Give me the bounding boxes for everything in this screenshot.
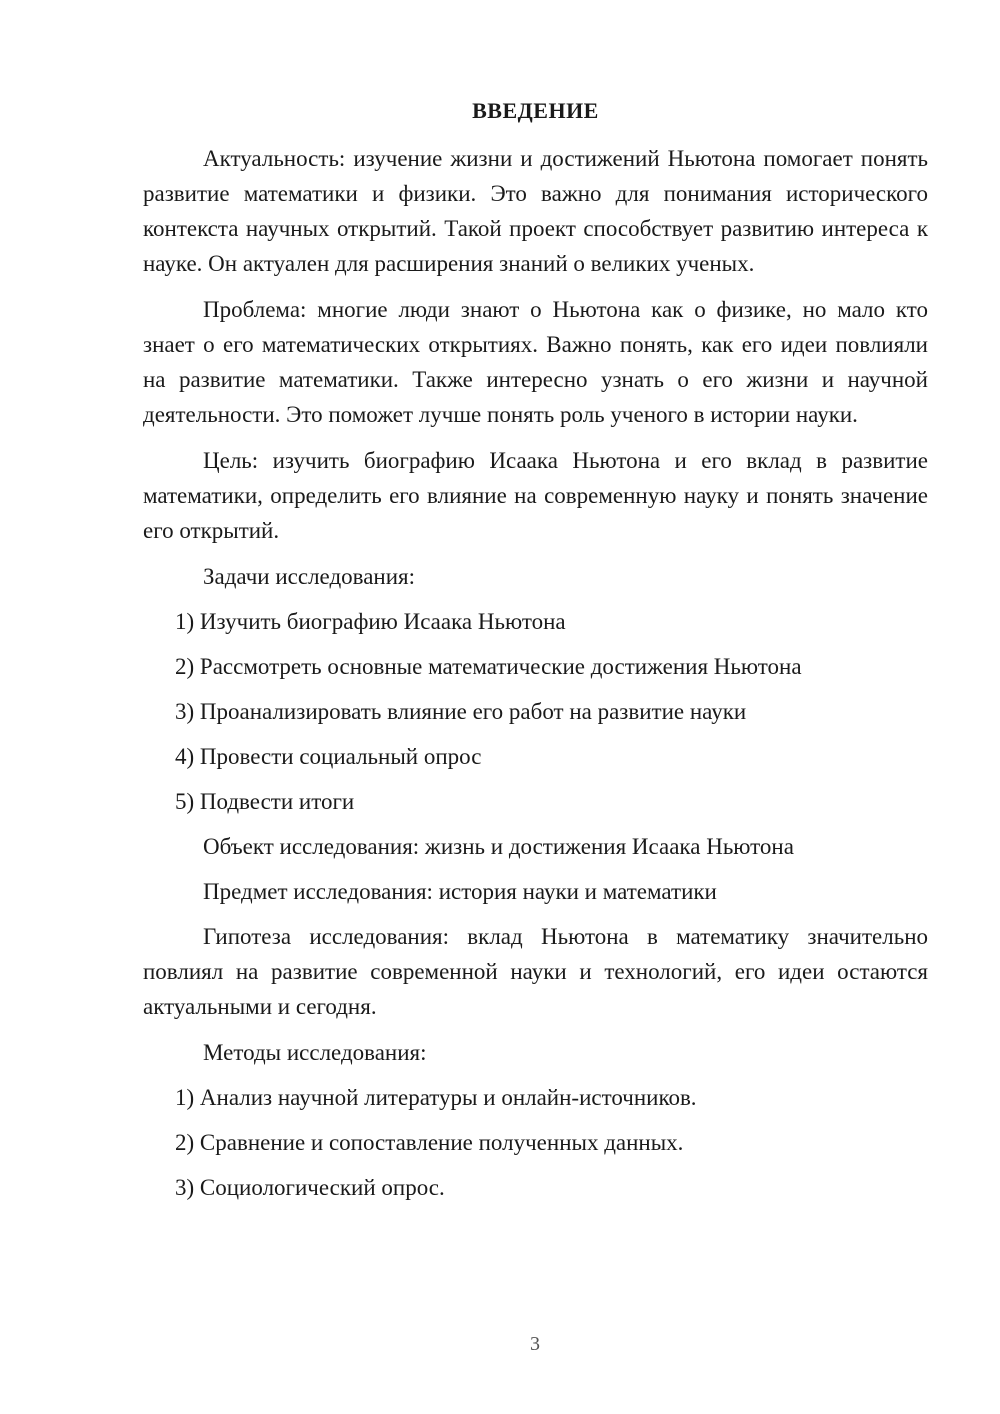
problem-paragraph: Проблема: многие люди знают о Ньютона как о физике, но мало кто знает о его математических открытиях. Важно понять, как его идеи повлияли на развитие математики. Также интересно узнать о его жизни и научной деятельности. Это поможет лучше понять роль ученого в истории науки. xyxy=(143,297,928,427)
methods-title: Методы исследования: xyxy=(203,1040,427,1065)
method-item: 3) Социологический опрос. xyxy=(175,1175,445,1200)
task-item: 5) Подвести итоги xyxy=(175,789,355,814)
method-item: 2) Сравнение и сопоставление полученных данных. xyxy=(175,1130,684,1155)
hypothesis-paragraph: Гипотеза исследования: вклад Ньютона в математику значительно повлиял на развитие современной науки и технологий, его идеи остаются актуальными и сегодня. xyxy=(143,924,928,1019)
subject-paragraph: Предмет исследования: история науки и математики xyxy=(203,879,717,904)
page-number: 3 xyxy=(530,1333,540,1355)
task-item: 2) Рассмотреть основные математические достижения Ньютона xyxy=(175,654,802,679)
page-content xyxy=(143,97,928,1215)
goal-paragraph: Цель: изучить биографию Исаака Ньютона и его вклад в развитие математики, определить его влияние на современную науку и понять значение его открытий. xyxy=(143,448,928,543)
section-heading: ВВЕДЕНИЕ xyxy=(472,98,599,123)
object-paragraph: Объект исследования: жизнь и достижения Исаака Ньютона xyxy=(203,834,794,859)
relevance-paragraph: Актуальность: изучение жизни и достижений Ньютона помогает понять развитие математики и физики. Это важно для понимания исторического контекста научных открытий. Такой проект способствует развитию интереса к науке. Он актуален для расширения знаний о великих ученых. xyxy=(143,146,928,276)
task-item: 4) Провести социальный опрос xyxy=(175,744,482,769)
tasks-title: Задачи исследования: xyxy=(203,564,416,589)
methods-list xyxy=(143,1080,928,1205)
tasks-list xyxy=(143,604,928,819)
task-item: 3) Проанализировать влияние его работ на развитие науки xyxy=(175,699,747,724)
method-item: 1) Анализ научной литературы и онлайн-источников. xyxy=(175,1085,697,1110)
task-item: 1) Изучить биографию Исаака Ньютона xyxy=(175,609,566,634)
